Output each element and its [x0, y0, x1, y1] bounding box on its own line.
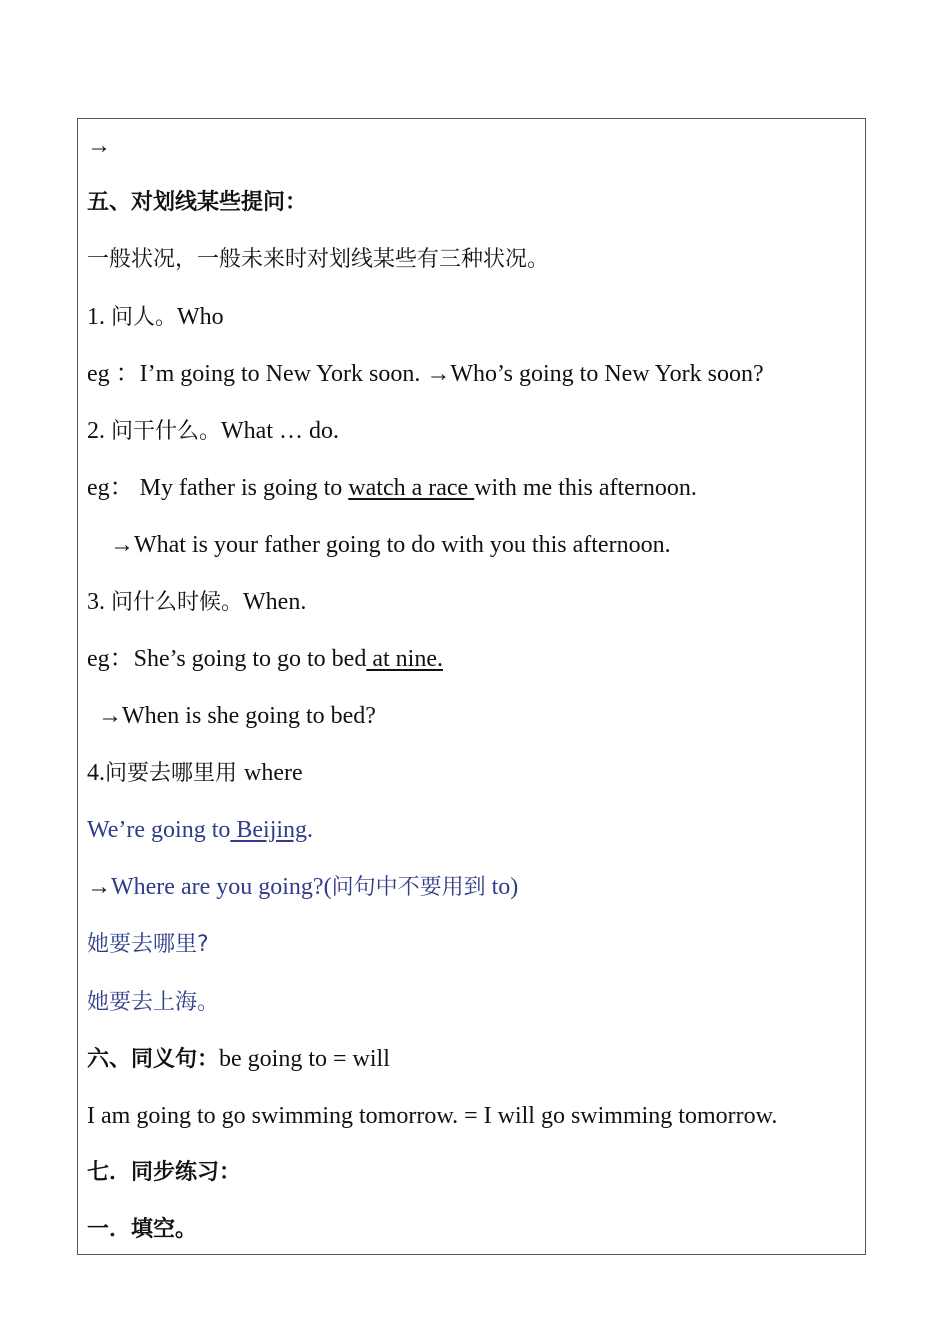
- example-2-part-a: eg： My father is going to: [87, 475, 349, 501]
- item-3-number: 3.: [87, 589, 111, 615]
- exercise-1-heading: [87, 1215, 197, 1245]
- content-box: [77, 118, 866, 1255]
- example-2-underlined: watch a race: [348, 475, 475, 501]
- section-5-heading-text: 五、对划线某些提问：: [87, 190, 308, 215]
- item-1-line: [87, 302, 224, 333]
- item-1-cn: 问人。: [111, 305, 178, 330]
- example-2-part-c: with me this afternoon.: [474, 475, 697, 501]
- example-1-text: eg ：I’m going to New York soon. →Who’s going to New York soon?: [87, 361, 764, 387]
- practice-question-2: [87, 988, 219, 1018]
- item-3-en: When.: [243, 589, 307, 615]
- item-2-cn: 问干什么。: [111, 419, 222, 444]
- example-3-underlined: at nine.: [366, 646, 443, 672]
- arrow-line: [87, 131, 111, 161]
- item-4-line: [87, 758, 303, 789]
- practice-question-1-text: 她要去哪里?: [87, 932, 209, 957]
- item-3-cn: 问什么时候。: [111, 590, 244, 615]
- example-4-answer-en: Where are you going?(: [111, 874, 332, 900]
- item-2-number: 2.: [87, 418, 111, 444]
- example-4-line: [87, 815, 313, 845]
- item-1-number: 1.: [87, 304, 111, 330]
- example-3-answer-text: →When is she going to bed?: [98, 703, 376, 729]
- item-4-number: 4.: [87, 760, 105, 786]
- example-4-answer: [87, 872, 518, 903]
- practice-question-2-text: 她要去上海。: [87, 990, 220, 1015]
- example-4-answer-cn: 问句中不要用到: [331, 875, 486, 900]
- item-4-cn: 问要去哪里用: [105, 761, 244, 786]
- intro-line: [87, 245, 549, 275]
- section-6-line: [87, 1044, 390, 1075]
- example-4-part-a: We’re going to: [87, 817, 231, 843]
- example-3-part-a: eg：She’s going to go to bed: [87, 646, 367, 672]
- section-5-heading: [87, 188, 307, 218]
- example-4-answer-end: to): [485, 874, 519, 900]
- example-2-line: [87, 473, 697, 503]
- item-2-en: What … do.: [221, 418, 339, 444]
- practice-question-1: [87, 930, 209, 960]
- arrow-text: →: [87, 133, 111, 159]
- example-3-answer: [98, 701, 376, 731]
- item-2-line: [87, 416, 339, 447]
- example-2-answer: [110, 530, 671, 560]
- example-4-period: .: [307, 817, 314, 843]
- section-6-heading: 六、同义句：: [87, 1047, 220, 1072]
- example-4-arrow: →: [87, 874, 111, 900]
- section-6-formula: be going to = will: [219, 1046, 390, 1072]
- synonym-example-text: I am going to go swimming tomorrow. = I will go swimming tomorrow.: [87, 1103, 778, 1129]
- section-7-heading: [87, 1158, 241, 1188]
- intro-text: 一般状况，一般未来时对划线某些有三种状况。: [87, 247, 550, 272]
- example-2-answer-text: →What is your father going to do with you this afternoon.: [110, 532, 671, 558]
- synonym-example: [87, 1101, 777, 1131]
- example-4-underlined: Beijing: [230, 817, 308, 843]
- example-1-line: [87, 359, 764, 389]
- exercise-1-heading-text: 一．填空。: [87, 1217, 198, 1242]
- item-3-line: [87, 587, 306, 618]
- item-1-en: Who: [177, 304, 224, 330]
- example-3-line: [87, 644, 443, 674]
- item-4-en: where: [244, 760, 303, 786]
- section-7-heading-text: 七．同步练习：: [87, 1160, 242, 1185]
